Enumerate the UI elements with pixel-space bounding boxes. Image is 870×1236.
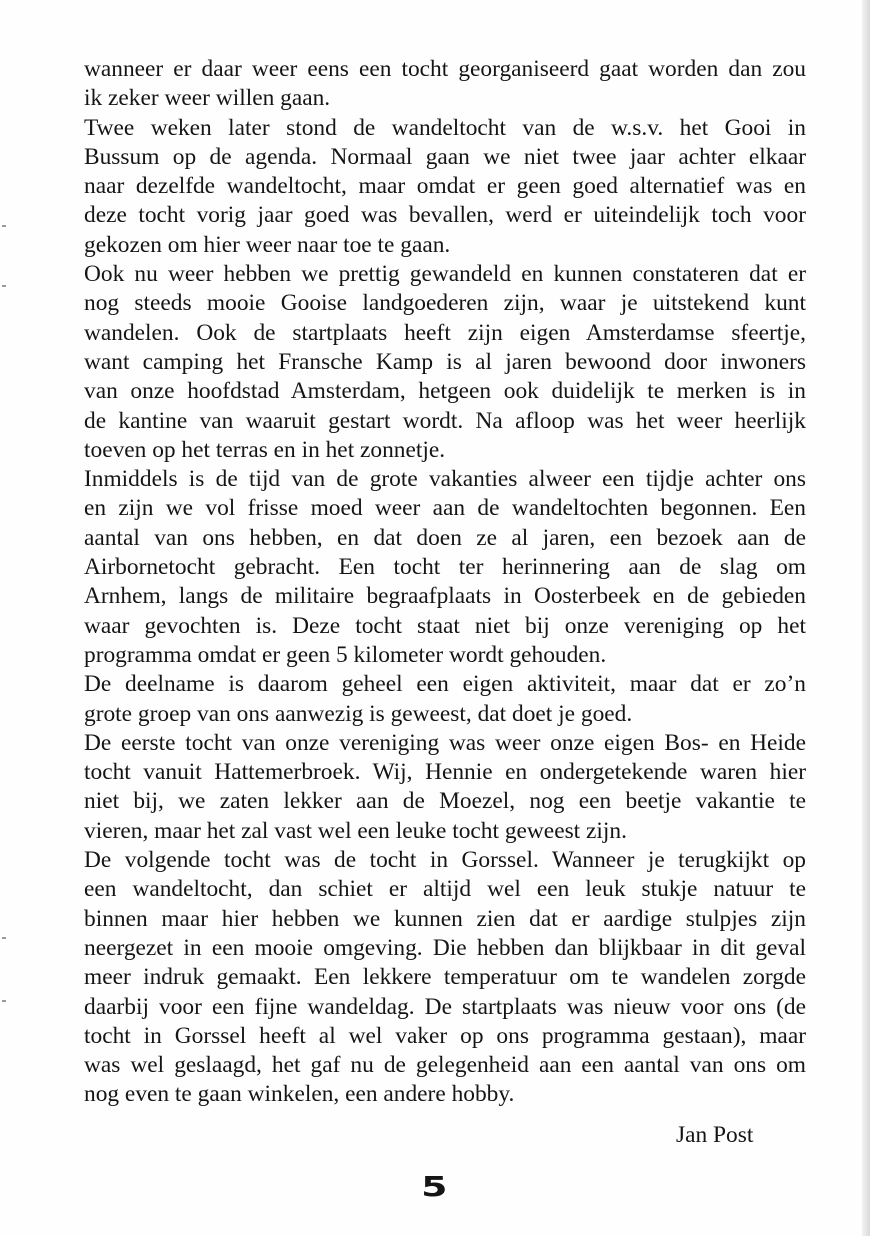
scan-mark (2, 225, 6, 227)
text-line: en zijn we vol frisse moed weer aan de wandeltochten begonnen. Een (84, 495, 806, 522)
text-line: meer indruk gemaakt. Een lekkere temperatuur om te wandelen zorgde (84, 964, 806, 991)
text-line: programma omdat er geen 5 kilometer wordt gehouden. (84, 641, 607, 668)
paragraph (84, 465, 806, 670)
text-line: Arnhem, langs de militaire begraafplaats in Oosterbeek en de gebieden (84, 583, 806, 610)
paragraph (84, 55, 806, 114)
text-line: grote groep van ons aanwezig is geweest, dat doet je goed. (84, 700, 633, 727)
text-line: tocht in Gorssel heeft al wel vaker op ons programma gestaan), maar (84, 1022, 806, 1049)
text-line: Ook nu weer hebben we prettig gewandeld en kunnen constateren dat er (84, 261, 806, 288)
text-line: tocht vanuit Hattemerbroek. Wij, Hennie en ondergetekende waren hier (84, 759, 806, 786)
paragraph (84, 846, 806, 1110)
paragraph (84, 260, 806, 465)
text-line: daarbij voor een fijne wandeldag. De startplaats was nieuw voor ons (de (84, 993, 806, 1020)
text-line: Airbornetocht gebracht. Een tocht ter herinnering aan de slag om (84, 554, 806, 581)
text-line: waar gevochten is. Deze tocht staat niet bij onze vereniging op het (84, 612, 806, 639)
text-line: naar dezelfde wandeltocht, maar omdat er geen goed alternatief was en (84, 173, 806, 200)
text-line: De volgende tocht was de tocht in Gorssel. Wanneer je terugkijkt op (84, 847, 806, 874)
text-line: neergezet in een mooie omgeving. Die hebben dan blijkbaar in dit geval (84, 934, 806, 961)
text-line: de kantine van waaruit gestart wordt. Na afloop was het weer heerlijk (84, 407, 806, 434)
scan-mark (2, 1000, 6, 1002)
paragraph (84, 670, 806, 729)
text-line: Twee weken later stond de wandeltocht van de w.s.v. het Gooi in (84, 114, 806, 141)
article-body (84, 55, 806, 1110)
paragraph (84, 114, 806, 260)
author-signature: Jan Post (676, 1122, 754, 1148)
scan-mark (2, 285, 6, 287)
text-line: wandelen. Ook de startplaats heeft zijn eigen Amsterdamse sfeertje, (84, 319, 806, 346)
text-line: De eerste tocht van onze vereniging was weer onze eigen Bos- en Heide (84, 729, 806, 756)
text-line: want camping het Fransche Kamp is al jaren bewoond door inwoners (84, 348, 806, 375)
text-line: nog steeds mooie Gooise landgoederen zijn, waar je uitstekend kunt (84, 290, 806, 317)
page-number: 5 (421, 1170, 449, 1203)
text-line: nog even te gaan winkelen, een andere hobby. (84, 1081, 515, 1108)
text-line: wanneer er daar weer eens een tocht georganiseerd gaat worden dan zou (84, 56, 806, 82)
scan-mark (2, 937, 6, 939)
text-line: binnen maar hier hebben we kunnen zien dat er aardige stulpjes zijn (84, 905, 806, 932)
text-line: gekozen om hier weer naar toe te gaan. (84, 231, 451, 258)
text-line: De deelname is daarom geheel een eigen aktiviteit, maar dat er zo’n (84, 671, 806, 698)
page-edge-shadow (862, 0, 870, 1236)
text-line: ik zeker weer willen gaan. (84, 85, 331, 112)
text-line: aantal van ons hebben, en dat doen ze al jaren, een bezoek aan de (84, 524, 806, 551)
text-line: was wel geslaagd, het gaf nu de gelegenheid aan een aantal van ons om (84, 1052, 806, 1079)
text-line: Bussum op de agenda. Normaal gaan we niet twee jaar achter elkaar (84, 143, 806, 170)
paragraph (84, 729, 806, 846)
text-line: een wandeltocht, dan schiet er altijd wel een leuk stukje natuur te (84, 876, 806, 903)
text-line: niet bij, we zaten lekker aan de Moezel, nog een beetje vakantie te (84, 788, 806, 815)
text-line: deze tocht vorig jaar goed was bevallen, werd er uiteindelijk toch voor (84, 202, 806, 229)
text-line: vieren, maar het zal vast wel een leuke tocht geweest zijn. (84, 817, 627, 844)
text-line: Inmiddels is de tijd van de grote vakanties alweer een tijdje achter ons (84, 466, 806, 493)
text-line: toeven op het terras en in het zonnetje. (84, 436, 446, 463)
text-line: van onze hoofdstad Amsterdam, hetgeen ook duidelijk te merken is in (84, 378, 806, 405)
